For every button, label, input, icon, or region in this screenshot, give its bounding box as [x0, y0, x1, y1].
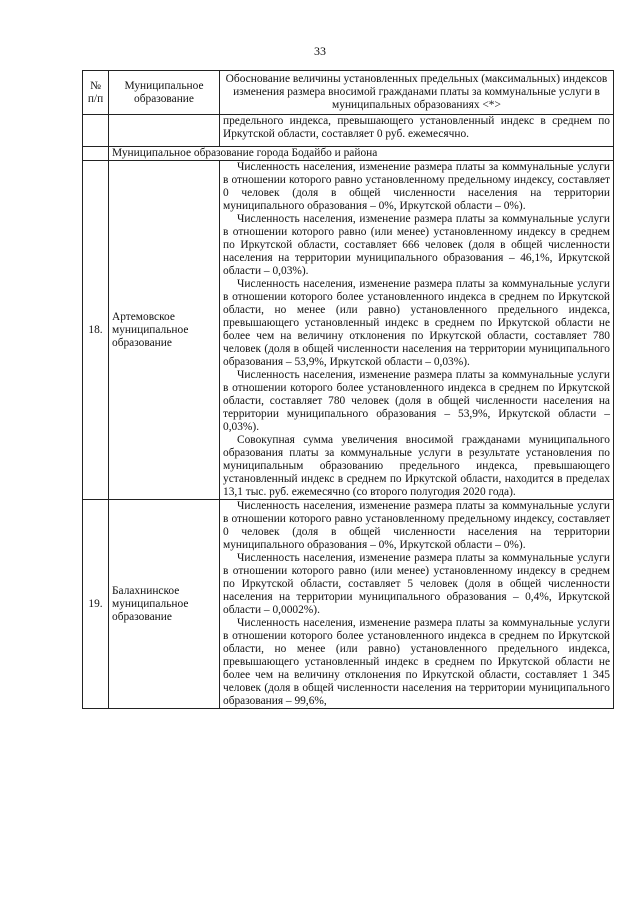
paragraph: Численность населения, изменение размера платы за коммунальные услуги в отношении которого более установленного индекса в среднем по Иркутской области, но менее (или равно) установленного предельного индекса, превышающего установленный индекс в среднем по Иркутской области не более чем на величину отклонения по Иркутской области, составляет 780 человек (доля в общей численности населения на территории муниципального образования – 53,9%, Иркутской области – 0,03%). — [223, 278, 610, 368]
empty-cell — [83, 147, 109, 161]
header-justification: Обоснование величины установленных предельных (максимальных) индексов изменения размера вносимой гражданами платы за коммунальные услуги в муниципальных образованиях <*> — [220, 71, 614, 115]
row-municipality: Артемовское муниципальное образование — [109, 161, 220, 500]
paragraph: Численность населения, изменение размера платы за коммунальные услуги в отношении которого равно установленному предельному индексу, составляет 0 человек (доля в общей численности населения на территории муниципального образования – 0%, Иркутской области – 0%). — [223, 161, 610, 212]
row-justification — [220, 500, 614, 709]
continuation-cell — [220, 115, 614, 147]
table-row — [83, 161, 614, 500]
row-number: 19. — [83, 500, 109, 709]
header-municipality: Муниципальное образование — [109, 71, 220, 115]
continuation-row — [83, 115, 614, 147]
empty-cell — [109, 115, 220, 147]
row-justification — [220, 161, 614, 500]
paragraph: Численность населения, изменение размера платы за коммунальные услуги в отношении которого равно (или менее) установленному индексу в среднем по Иркутской области, составляет 666 человек (доля в общей численности населения на территории муниципального образования – 46,1%, Иркутской области – 0,03%). — [223, 213, 610, 277]
section-row — [83, 147, 614, 161]
row-municipality: Балахнинское муниципальное образование — [109, 500, 220, 709]
paragraph: Численность населения, изменение размера платы за коммунальные услуги в отношении которого равно (или менее) установленному индексу в среднем по Иркутской области, составляет 5 человек (доля в общей численности населения на территории муниципального образования – 0,4%, Иркутской области – 0,0002%). — [223, 552, 610, 616]
paragraph: Совокупная сумма увеличения вносимой гражданами муниципального образования платы за коммунальные услуги в результате установления по муниципальным образованию предельного индекса, превышающего установленный индекс в среднем по Иркутской области, находится в пределах 13,1 тыс. руб. ежемесячно (со второго полугодия 2020 года). — [223, 434, 610, 498]
paragraph: Численность населения, изменение размера платы за коммунальные услуги в отношении которого более установленного индекса в среднем по Иркутской области, составляет 780 человек (доля в общей численности населения на территории муниципального образования – 53,9%, Иркутской области – 0,03%). — [223, 369, 610, 433]
section-title: Муниципальное образование города Бодайбо и района — [109, 147, 614, 161]
header-number: № п/п — [83, 71, 109, 115]
table-header-row — [83, 71, 614, 115]
justification-table — [82, 70, 614, 709]
table-row — [83, 500, 614, 709]
page-number: 33 — [314, 44, 326, 58]
continuation-text: предельного индекса, превышающего установленный индекс в среднем по Иркутской области, составляет 0 руб. ежемесячно. — [223, 115, 610, 140]
paragraph: Численность населения, изменение размера платы за коммунальные услуги в отношении которого равно установленному предельному индексу, составляет 0 человек (доля в общей численности населения на территории муниципального образования – 0%, Иркутской области – 0%). — [223, 500, 610, 551]
row-number: 18. — [83, 161, 109, 500]
paragraph: Численность населения, изменение размера платы за коммунальные услуги в отношении которого более установленного индекса в среднем по Иркутской области, но менее (или равно) установленного предельного индекса, превышающего установленный индекс в среднем по Иркутской области не более чем на величину отклонения по Иркутской области, составляет 1 345 человек (доля в общей численности населения на территории муниципального образования – 99,6%, — [223, 617, 610, 707]
empty-cell — [83, 115, 109, 147]
